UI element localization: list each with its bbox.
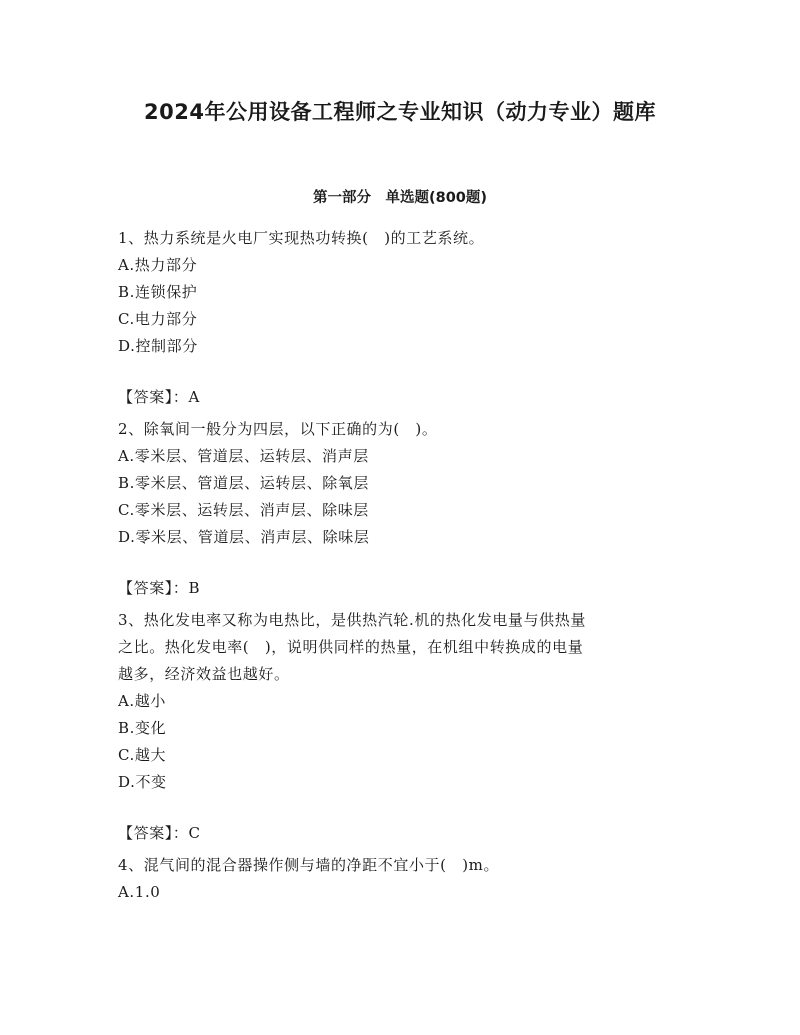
option-a: A.热力部分 <box>118 256 198 274</box>
option-d: D.不变 <box>118 773 167 791</box>
question-list <box>118 225 688 906</box>
document-title: 2024年公用设备工程师之专业知识（动力专业）题库 <box>144 100 656 124</box>
option-b: B.连锁保护 <box>118 283 198 301</box>
question-3 <box>118 607 688 847</box>
section-heading: 第一部分 单选题(800题) <box>312 190 488 206</box>
option-c: C.越大 <box>118 746 167 764</box>
option-b: B.零米层、管道层、运转层、除氧层 <box>118 474 369 492</box>
question-stem-line-2: 之比。热化发电率( )，说明供同样的热量，在机组中转换成的电量 <box>118 638 584 656</box>
answer-line: 【答案】：A <box>118 388 200 406</box>
option-a: A.1.0 <box>118 883 161 901</box>
question-stem: 4、混气间的混合器操作侧与墙的净距不宜小于( )m。 <box>118 856 500 874</box>
question-2 <box>118 416 688 602</box>
question-stem-line-1: 3、热化发电率又称为电热比，是供热汽轮.机的热化发电量与供热量 <box>118 611 586 629</box>
answer-line: 【答案】：B <box>118 579 201 597</box>
question-stem-line-3: 越多，经济效益也越好。 <box>118 665 290 683</box>
option-c: C.零米层、运转层、消声层、除味层 <box>118 501 369 519</box>
option-d: D.零米层、管道层、消声层、除味层 <box>118 528 370 546</box>
option-d: D.控制部分 <box>118 337 198 355</box>
option-c: C.电力部分 <box>118 310 198 328</box>
answer-line: 【答案】：C <box>118 824 201 842</box>
option-a: A.零米层、管道层、运转层、消声层 <box>118 447 369 465</box>
question-1 <box>118 225 688 411</box>
option-a: A.越小 <box>118 692 167 710</box>
question-stem: 2、除氧间一般分为四层，以下正确的为( )。 <box>118 420 438 438</box>
question-4 <box>118 852 688 906</box>
option-b: B.变化 <box>118 719 167 737</box>
question-stem: 1、热力系统是火电厂实现热功转换( )的工艺系统。 <box>118 229 485 247</box>
